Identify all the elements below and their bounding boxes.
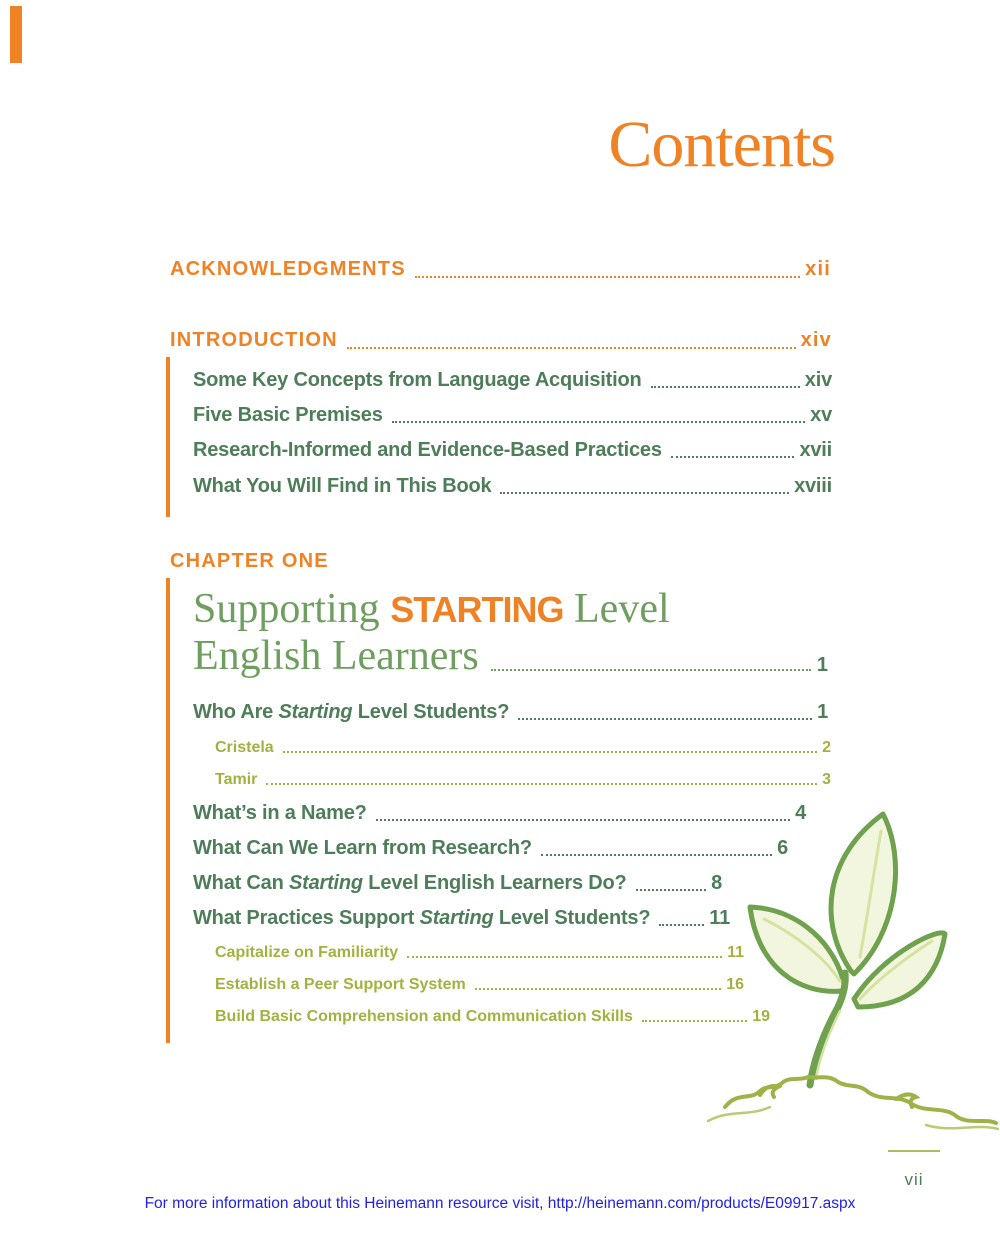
page-number: vii	[904, 1170, 924, 1189]
toc-row	[193, 476, 832, 498]
toc-row	[170, 551, 832, 573]
chapter-section-rule	[166, 578, 170, 1043]
seedling-illustration	[700, 795, 1000, 1145]
toc-entry-label: Tamir	[215, 771, 258, 788]
intro-section-rule	[166, 357, 170, 517]
toc-entry-label: Cristela	[215, 739, 274, 756]
toc-row	[193, 405, 832, 427]
toc-entry-label: Build Basic Comprehension and Communication Skills	[215, 1008, 633, 1025]
toc-row	[170, 259, 831, 281]
toc-entry-page-number: 2	[822, 739, 831, 756]
footer-link[interactable]: For more information about this Heinemann resource visit, http://heinemann.com/products/E09917.aspx	[144, 1195, 856, 1212]
chapter-title-word: Level	[563, 586, 670, 632]
toc-entry-page-number: xiv	[800, 329, 832, 351]
toc-entry-page-number: 8	[711, 872, 722, 894]
toc-entry-label: Who Are Starting Level Students?	[193, 701, 510, 723]
toc-entry-label: What Practices Support Starting Level Students?	[193, 907, 651, 929]
dotted-leader	[500, 492, 789, 494]
toc-row	[193, 873, 722, 895]
toc-entry-page-number: xiv	[804, 369, 832, 391]
toc-row	[215, 944, 744, 961]
dotted-leader	[266, 783, 817, 785]
toc-entry-label: Some Key Concepts from Language Acquisition	[193, 369, 642, 391]
toc-entry-label: What Can We Learn from Research?	[193, 837, 532, 859]
toc-entry-page-number: 1	[817, 701, 828, 723]
dotted-leader	[636, 889, 707, 891]
toc-entry-page-number: 4	[795, 802, 806, 824]
dotted-leader	[491, 669, 811, 671]
toc-entry-page-number: 19	[752, 1008, 770, 1025]
toc-row	[170, 330, 832, 352]
toc-row	[193, 908, 730, 930]
toc-entry-label: Establish a Peer Support System	[215, 976, 466, 993]
toc-entry-label: What Can Starting Level English Learners Do?	[193, 872, 627, 894]
dotted-leader	[659, 924, 704, 926]
chapter-title-starting-word: STARTING	[390, 589, 564, 630]
toc-entry-page-number: 6	[777, 837, 788, 859]
toc-entry-label: INTRODUCTION	[170, 329, 338, 351]
toc-entry-label: Five Basic Premises	[193, 404, 383, 426]
toc-entry-label: Capitalize on Familiarity	[215, 944, 399, 961]
toc-entry-label: CHAPTER ONE	[170, 550, 329, 572]
toc-row	[215, 1008, 770, 1025]
toc-entry-label: Research-Informed and Evidence-Based Practices	[193, 439, 662, 461]
dotted-leader	[415, 276, 800, 278]
chapter-one-title	[193, 586, 828, 680]
toc-entry-page-number: xviii	[794, 475, 832, 497]
toc-entry-page-number: 3	[822, 771, 831, 788]
toc-entry-page-number: 16	[726, 976, 744, 993]
dotted-leader	[475, 988, 721, 990]
ground-line	[725, 1077, 996, 1123]
toc-entry-label: What’s in a Name?	[193, 802, 367, 824]
leaf-top	[831, 814, 896, 974]
toc-entry-page-number: xii	[805, 258, 831, 280]
dotted-leader	[392, 421, 805, 423]
chapter-title-line2-text: English Learners	[193, 633, 479, 680]
page-edge-tab	[10, 6, 22, 63]
toc-row	[215, 976, 744, 993]
chapter-title-line2	[193, 633, 828, 680]
dotted-leader	[651, 386, 800, 388]
chapter-title-word: Supporting	[193, 586, 391, 632]
dotted-leader	[671, 456, 795, 458]
toc-entry-page-number: xvii	[799, 439, 832, 461]
dotted-leader	[407, 956, 722, 958]
toc-row	[193, 702, 828, 724]
toc-entry-label: ACKNOWLEDGMENTS	[170, 258, 406, 280]
folio-rule	[888, 1150, 940, 1152]
page-title: Contents	[608, 108, 835, 181]
toc-entry-page-number: 11	[727, 944, 744, 961]
chapter-title-line1	[193, 586, 828, 633]
toc-row	[215, 739, 831, 756]
dotted-leader	[518, 718, 812, 720]
toc-row	[193, 370, 832, 392]
dotted-leader	[347, 347, 796, 349]
dotted-leader	[283, 751, 817, 753]
toc-entry-page-number: 11	[709, 907, 730, 929]
toc-row	[193, 440, 832, 462]
toc-entry-page-number: xv	[810, 404, 832, 426]
chapter-page-number: 1	[816, 653, 828, 676]
toc-entry-label: What You Will Find in This Book	[193, 475, 492, 497]
toc-row	[215, 771, 831, 788]
toc-row	[193, 838, 788, 860]
